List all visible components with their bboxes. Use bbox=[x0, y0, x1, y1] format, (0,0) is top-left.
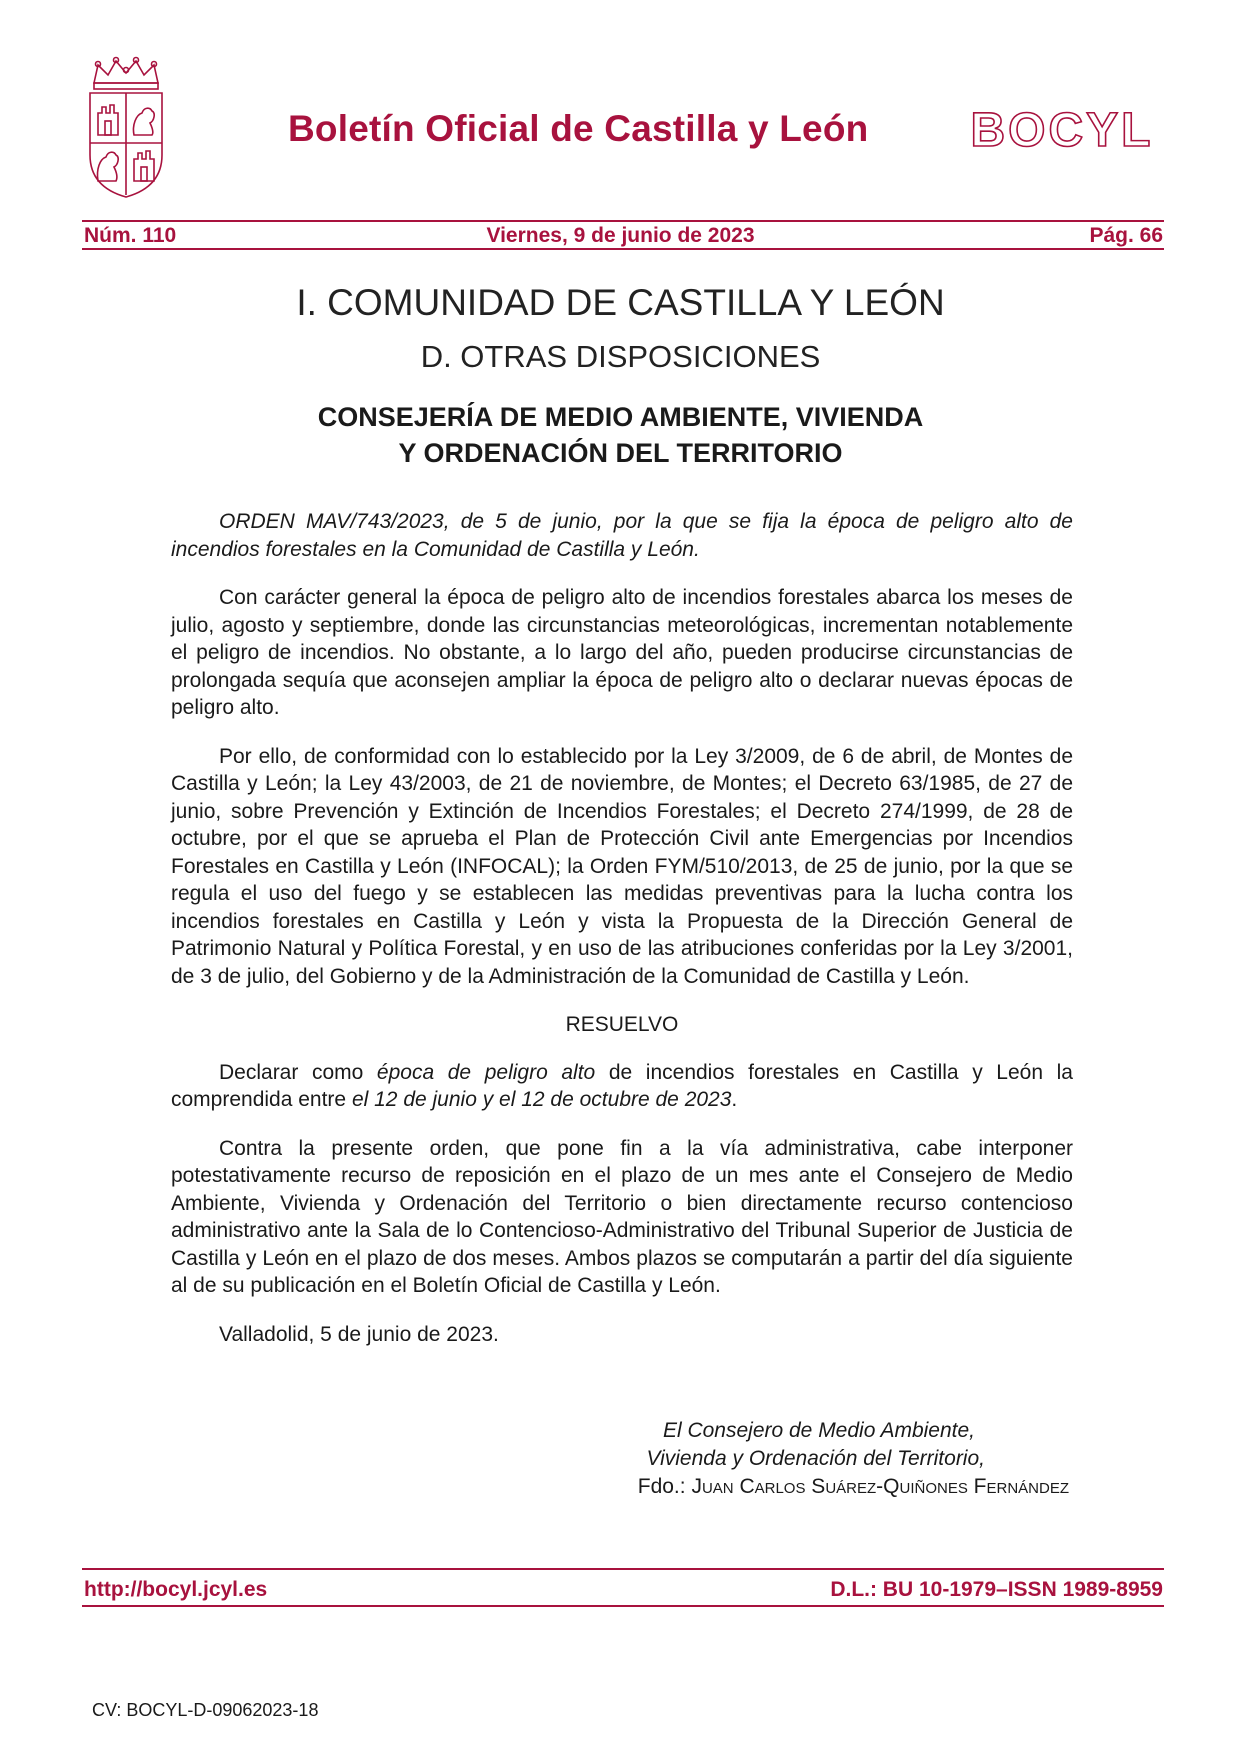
issue-date: Viernes, 9 de junio de 2023 bbox=[486, 224, 755, 247]
decision-text-1: Declarar como bbox=[219, 1060, 377, 1084]
section-title: I. COMUNIDAD DE CASTILLA Y LEÓN bbox=[296, 282, 945, 323]
decision-emphasis-dates: el 12 de junio y el 12 de octubre de 2023 bbox=[351, 1088, 732, 1111]
signed-prefix: Fdo.: bbox=[637, 1475, 692, 1498]
legal-deposit: D.L.: BU 10-1979–ISSN 1989-8959 bbox=[830, 1578, 1163, 1601]
department-heading-line-1: CONSEJERÍA DE MEDIO AMBIENTE, VIVIENDA bbox=[317, 402, 924, 432]
decision-text-3: . bbox=[731, 1088, 738, 1111]
document-body bbox=[171, 508, 1073, 1358]
signer-line bbox=[638, 1473, 1069, 1501]
paragraph-legal-basis: Por ello, de conformidad con lo establecido por la Ley 3/2009, de 6 de abril, de Montes de Castilla y León; la Ley 43/2003, de 21 de noviembre, de Montes; el Decreto 63/1985, de 27 de junio, sobre Prevención y Extinción de Incendios Forestales; el Decreto 274/1999, de 28 de octubre, por el que se aprueba el Plan de Protección Civil ante Emergencias por Incendios Forestales en Castilla y León (INFOCAL); la Orden FYM/510/2013, de 25 de junio, por la que se regula el uso del fuego y se establecen las medidas preventivas para la lucha contra los incendios forestales en Castilla y León y vista la Propuesta de la Dirección General de Patrimonio Natural y Política Forestal, y en uso de las atribuciones conferidas por la Ley 3/2001, de 3 de julio, del Gobierno y de la Administración de la Comunidad de Castilla y León. bbox=[171, 744, 1073, 988]
site-url-link[interactable]: http://bocyl.jcyl.es bbox=[84, 1578, 268, 1601]
department-heading-line-2: Y ORDENACIÓN DEL TERRITORIO bbox=[398, 438, 843, 468]
footer-rule-bottom bbox=[82, 1605, 1164, 1607]
bocyl-logo bbox=[960, 100, 1164, 160]
page-number: Pág. 66 bbox=[1089, 224, 1163, 247]
signer-role-line-2: Vivienda y Ordenación del Territorio, bbox=[646, 1447, 985, 1470]
signer-name: Juan Carlos Suárez-Quiñones Fernández bbox=[691, 1475, 1069, 1498]
place-date: Valladolid, 5 de junio de 2023. bbox=[219, 1322, 499, 1346]
bocyl-logo-text: BOCYL bbox=[970, 104, 1154, 157]
paragraph-general: Con carácter general la época de peligro alto de incendios forestales abarca los meses de julio, agosto y septiembre, donde las circunstancias meteorológicas, incrementan notablemente el peligro de incendios. No obstante, a lo largo del año, pueden producirse circunstancias de prolongada sequía que aconsejen ampliar la época de peligro alto o declarar nuevas épocas de peligro alto. bbox=[171, 586, 1073, 719]
decision-emphasis-period: época de peligro alto bbox=[376, 1060, 596, 1084]
gazette-title: Boletín Oficial de Castilla y León bbox=[288, 108, 869, 149]
paragraph-appeal: Contra la presente orden, que pone fin a la vía administrativa, cabe interponer potestativamente recurso de reposición en el plazo de un mes ante el Consejero de Medio Ambiente, Vivienda y Ordenación del Territorio o bien directamente recurso contencioso administrativo ante la Sala de lo Contencioso-Administrativo del Tribunal Superior de Justicia de Castilla y León en el plazo de dos meses. Ambos plazos se computarán a partir del día siguiente al de su publicación en el Boletín Oficial de Castilla y León. bbox=[171, 1136, 1073, 1297]
order-title: ORDEN MAV/743/2023, de 5 de junio, por la que se fija la época de peligro alto de incendios forestales en la Comunidad de Castilla y León. bbox=[171, 510, 1073, 561]
paragraph-decision bbox=[171, 1059, 1073, 1114]
subsection-title: D. OTRAS DISPOSICIONES bbox=[420, 339, 821, 374]
header-rule-bottom bbox=[82, 248, 1164, 250]
resolve-heading: RESUELVO bbox=[565, 1013, 679, 1036]
cv-code: CV: BOCYL-D-09062023-18 bbox=[92, 1700, 319, 1720]
issue-number: Núm. 110 bbox=[84, 224, 177, 247]
decision-text-2: de incendios forestales en Castilla y León la comprendida entre bbox=[171, 1060, 1073, 1111]
castilla-y-leon-crest-icon bbox=[82, 55, 170, 203]
header-rule-top bbox=[82, 220, 1164, 222]
footer-rule-top bbox=[82, 1568, 1164, 1570]
signer-role-line-1: El Consejero de Medio Ambiente, bbox=[662, 1419, 975, 1442]
